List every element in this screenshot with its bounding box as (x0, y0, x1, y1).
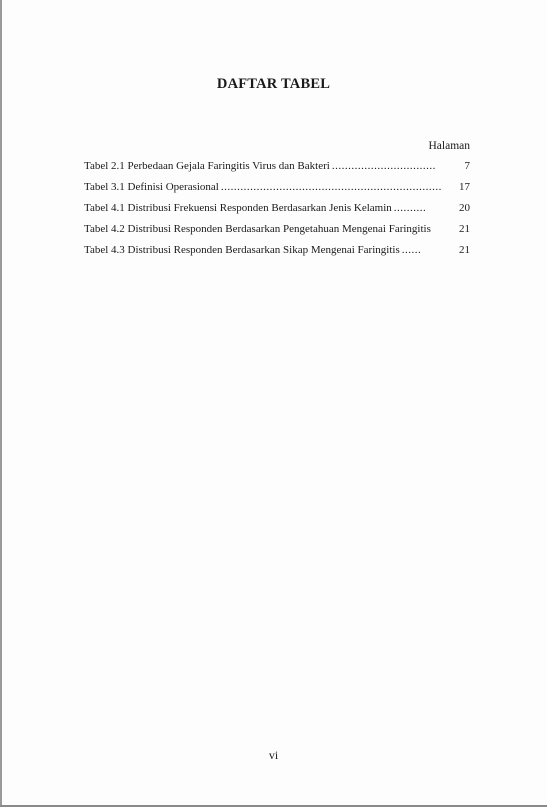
toc-entry-label: Tabel 3.1 Definisi Operasional (84, 181, 219, 193)
toc-entry-leader: .......... (393, 202, 427, 214)
toc-entry (84, 202, 470, 223)
page-column-label: Halaman (428, 140, 470, 152)
toc-entry (84, 181, 470, 202)
toc-entry-leader: ...... (401, 244, 422, 256)
toc-entry (84, 244, 470, 265)
table-list (84, 160, 470, 265)
toc-entry-page: 17 (459, 181, 470, 193)
toc-entry-label: Tabel 4.1 Distribusi Frekuensi Responden Berdasarkan Jenis Kelamin (84, 202, 392, 214)
toc-entry (84, 160, 470, 181)
toc-entry-page: 21 (459, 223, 470, 235)
page-left-edge (0, 0, 2, 807)
toc-entry-page: 7 (464, 160, 470, 172)
toc-entry (84, 223, 470, 244)
toc-entry-label: Tabel 4.2 Distribusi Responden Berdasarkan Pengetahuan Mengenai Faringitis (84, 223, 431, 235)
toc-entry-label: Tabel 4.3 Distribusi Responden Berdasarkan Sikap Mengenai Faringitis (84, 244, 400, 256)
page-number: vi (268, 748, 279, 762)
toc-entry-page: 20 (459, 202, 470, 214)
toc-entry-label: Tabel 2.1 Perbedaan Gejala Faringitis Virus dan Bakteri (84, 160, 330, 172)
toc-entry-leader: .................................................................... (220, 181, 442, 193)
page-title: DAFTAR TABEL (216, 76, 331, 92)
toc-entry-page: 21 (459, 244, 470, 256)
toc-entry-leader: ................................ (331, 160, 436, 172)
